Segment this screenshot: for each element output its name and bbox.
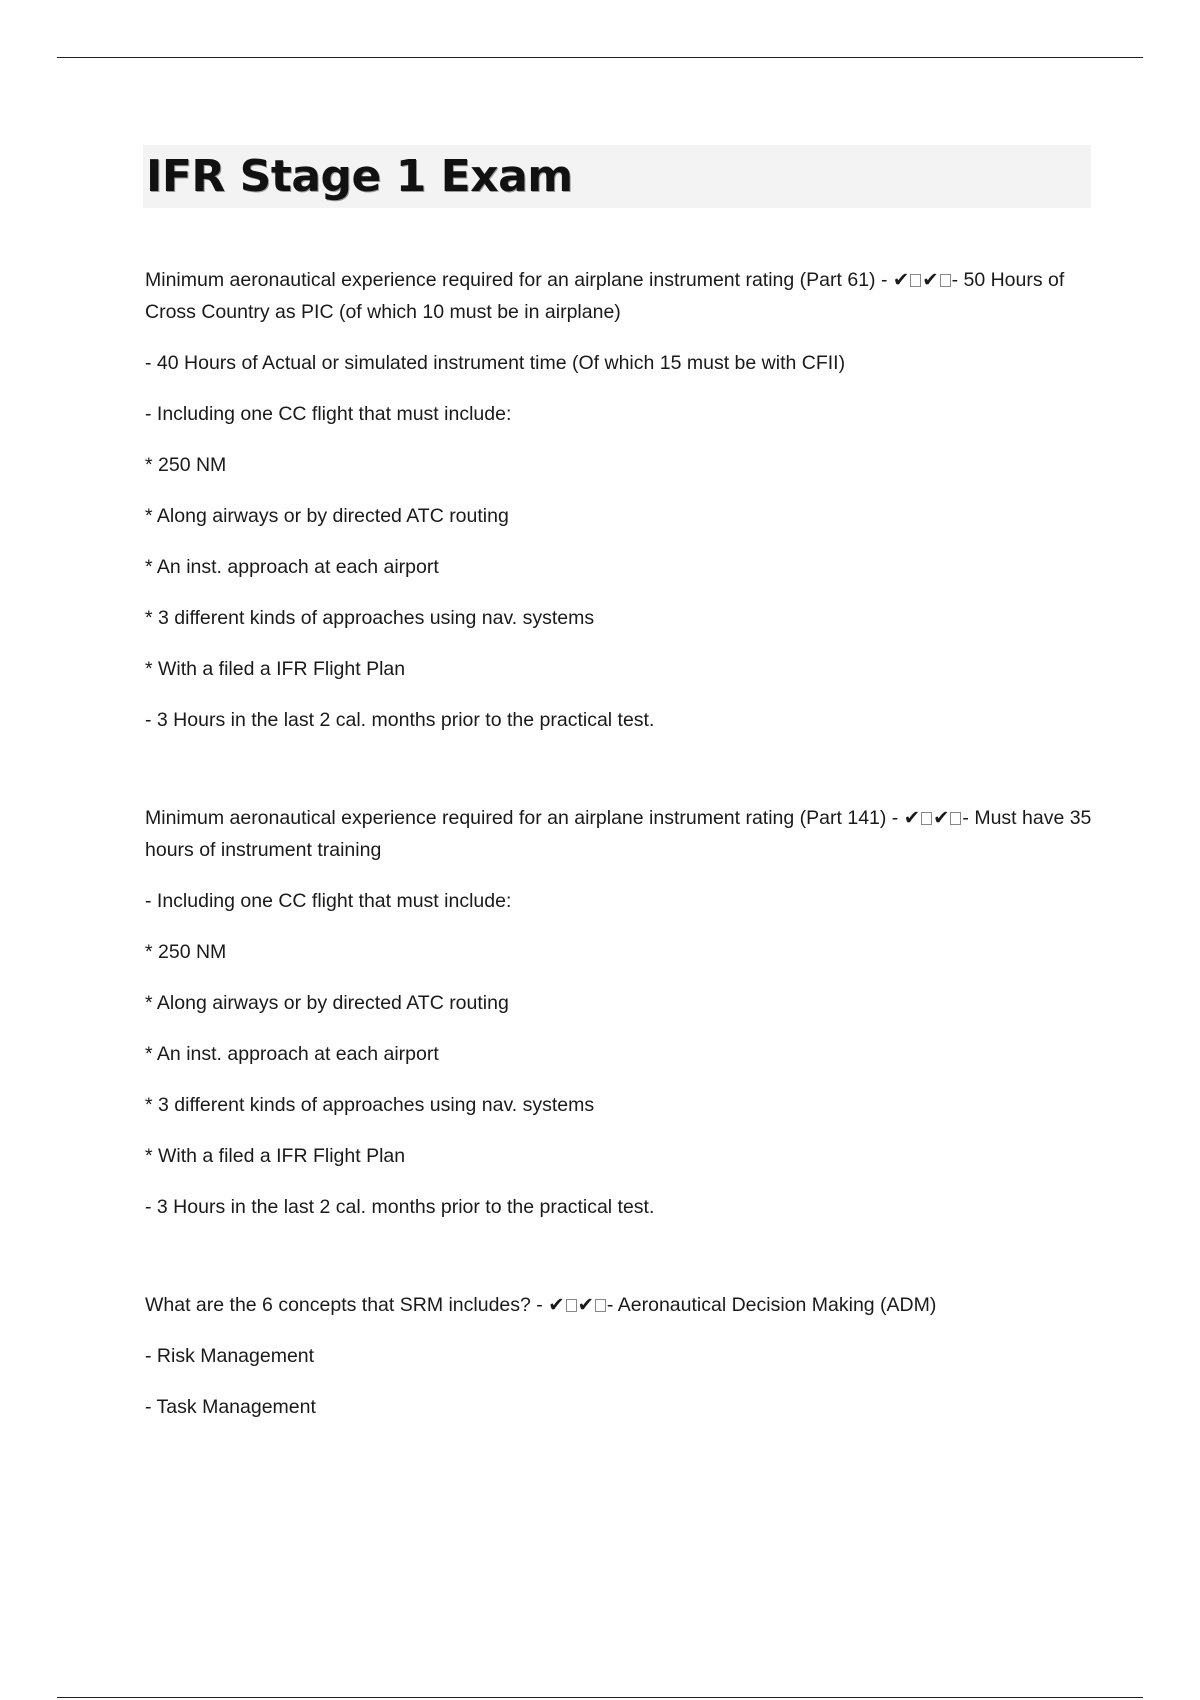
separator-box-icon <box>595 1299 606 1312</box>
answer-line: * An inst. approach at each airport <box>145 1043 439 1065</box>
question-text: What are the 6 concepts that SRM includes? <box>145 1294 531 1316</box>
answer-text: 50 Hours of Cross Country as PIC (of which 10 must be in airplane) <box>145 269 1065 323</box>
answer-line: * Along airways or by directed ATC routing <box>145 505 509 527</box>
answer-line: * 250 NM <box>145 454 227 476</box>
separator-box-icon <box>910 274 921 287</box>
answer-line: - 3 Hours in the last 2 cal. months prior to the practical test. <box>145 709 655 731</box>
question-text: Minimum aeronautical experience required for an airplane instrument rating (Part 61) <box>145 269 876 291</box>
answer-line: - 3 Hours in the last 2 cal. months prior to the practical test. <box>145 1196 655 1218</box>
document-body <box>145 264 1095 1423</box>
answer-separator: ✔ ✔ - <box>903 807 969 829</box>
answer-line: - Risk Management <box>145 1345 315 1367</box>
answer-line: - Including one CC flight that must include: <box>145 890 512 912</box>
question-line: What are the 6 concepts that SRM includes? - ✔ ✔ - Aeronautical Decision Making (ADM) <box>145 1294 937 1316</box>
question-block <box>145 1289 1095 1423</box>
answer-line: * 3 different kinds of approaches using nav. systems <box>145 1094 595 1116</box>
footer-rule <box>57 1697 1143 1698</box>
header-rule <box>57 57 1143 58</box>
question-line: Minimum aeronautical experience required for an airplane instrument rating (Part 141) - ✔ ✔ - Must have 35 hours of instrument training <box>145 807 1092 861</box>
separator-box-icon <box>566 1299 577 1312</box>
separator-box-icon <box>940 274 951 287</box>
document-title: IFR Stage 1 Exam <box>146 151 573 202</box>
answer-line: * 250 NM <box>145 941 227 963</box>
answer-line: * 3 different kinds of approaches using nav. systems <box>145 607 595 629</box>
answer-line: * With a filed a IFR Flight Plan <box>145 658 406 680</box>
question-text: Minimum aeronautical experience required for an airplane instrument rating (Part 141) <box>145 807 887 829</box>
separator-box-icon <box>921 812 932 825</box>
answer-separator: ✔ ✔ - <box>548 1294 614 1316</box>
question-block <box>145 802 1095 1223</box>
separator-box-icon <box>950 812 961 825</box>
answer-line: * Along airways or by directed ATC routing <box>145 992 509 1014</box>
answer-line: * With a filed a IFR Flight Plan <box>145 1145 406 1167</box>
answer-line: * An inst. approach at each airport <box>145 556 439 578</box>
question-block <box>145 264 1095 736</box>
answer-text: Must have 35 hours of instrument training <box>145 807 1092 861</box>
answer-line: - Task Management <box>145 1396 316 1418</box>
question-line: Minimum aeronautical experience required for an airplane instrument rating (Part 61) - ✔ ✔ - 50 Hours of Cross Country as PIC (of which 10 must be in airplane) <box>145 269 1065 323</box>
answer-line: - 40 Hours of Actual or simulated instrument time (Of which 15 must be with CFII) <box>145 352 846 374</box>
answer-line: - Including one CC flight that must include: <box>145 403 512 425</box>
answer-separator: ✔ ✔ - <box>892 269 959 291</box>
answer-text: Aeronautical Decision Making (ADM) <box>617 1294 937 1316</box>
